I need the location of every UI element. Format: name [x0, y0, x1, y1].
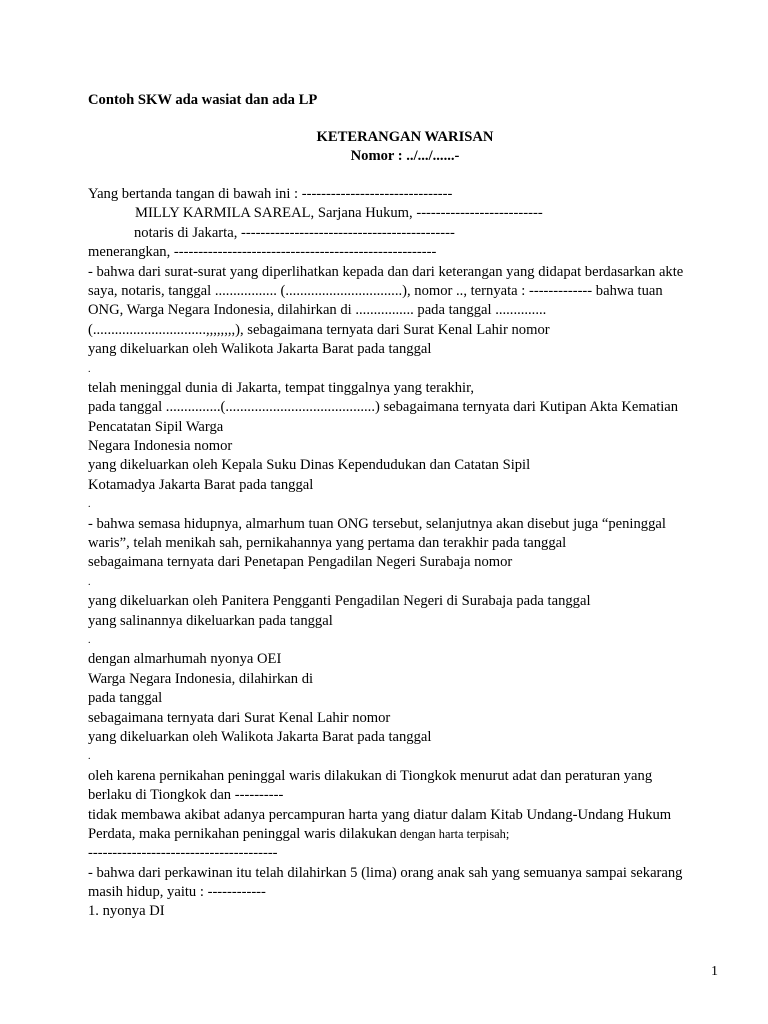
- body-line: waris”, telah menikah sah, pernikahannya yang pertama dan terakhir pada tanggal: [88, 535, 567, 552]
- body-line: [88, 825, 728, 844]
- document-number: Nomor : ../.../......-: [350, 148, 460, 164]
- body-line: pada tanggal ...............(.........................................) sebagaimana ternyata dari Kutipan Akta Kematian: [88, 399, 679, 416]
- body-line: Yang bertanda tangan di bawah ini : -------------------------------: [88, 186, 453, 202]
- body-line: Negara Indonesia nomor: [88, 438, 233, 455]
- body-line: yang dikeluarkan oleh Panitera Pengganti Pengadilan Negeri di Surabaja pada tanggal: [88, 593, 591, 610]
- body-dot-line: .: [88, 499, 91, 511]
- body-dot-line: .: [88, 634, 91, 646]
- body-line: masih hidup, yaitu : ------------: [88, 884, 266, 901]
- body-line: ---------------------------------------: [88, 845, 278, 862]
- document-heading: Contoh SKW ada wasiat dan ada LP: [88, 92, 318, 108]
- body-line: berlaku di Tiongkok dan ----------: [88, 787, 284, 804]
- document-body: [88, 185, 728, 922]
- body-line: telah meninggal dunia di Jakarta, tempat tinggalnya yang terakhir,: [88, 379, 475, 396]
- body-line: sebagaimana ternyata dari Penetapan Pengadilan Negeri Surabaja nomor: [88, 554, 513, 571]
- body-line-suffix: dengan harta terpisah;: [396, 826, 510, 841]
- body-line: (...............................,,,,,,,,), sebagaimana ternyata dari Surat Kenal Lahir nomor: [88, 321, 550, 338]
- body-line: - bahwa semasa hidupnya, almarhum tuan ONG tersebut, selanjutnya akan disebut juga “peninggal: [88, 515, 666, 532]
- page-number: 1: [711, 964, 718, 979]
- body-line: oleh karena pernikahan peninggal waris dilakukan di Tiongkok menurut adat dan peraturan yang: [88, 767, 653, 784]
- body-line: menerangkan, ------------------------------------------------------: [88, 244, 437, 261]
- body-line: saya, notaris, tanggal ................. (................................), nomor .., ternyata : ------------- bahwa tuan: [88, 282, 663, 299]
- body-dot-line: .: [88, 576, 91, 588]
- body-dot-line: .: [88, 751, 91, 763]
- body-line: dengan almarhumah nyonya OEI: [88, 651, 282, 668]
- body-line: - bahwa dari surat-surat yang diperlihatkan kepada dan dari keterangan yang didapat berdasarkan akte: [88, 263, 684, 280]
- body-line: Warga Negara Indonesia, dilahirkan di: [88, 670, 314, 687]
- body-line: notaris di Jakarta, --------------------------------------------: [134, 224, 455, 241]
- body-line: MILLY KARMILA SAREAL, Sarjana Hukum, --------------------------: [135, 205, 543, 222]
- body-line: 1. nyonya DI: [88, 903, 165, 920]
- body-line: Kotamadya Jakarta Barat pada tanggal: [88, 476, 314, 493]
- body-line: sebagaimana ternyata dari Surat Kenal Lahir nomor: [88, 709, 391, 726]
- body-line: yang salinannya dikeluarkan pada tanggal: [88, 612, 333, 629]
- body-line: ONG, Warga Negara Indonesia, dilahirkan di ................ pada tanggal ..............: [88, 302, 547, 319]
- title-block: [0, 128, 768, 166]
- body-line: yang dikeluarkan oleh Walikota Jakarta Barat pada tanggal: [88, 728, 432, 745]
- body-dot-line: .: [88, 363, 91, 375]
- body-line: pada tanggal: [88, 690, 163, 707]
- body-line: yang dikeluarkan oleh Walikota Jakarta Barat pada tanggal: [88, 341, 432, 358]
- document-title: KETERANGAN WARISAN: [316, 129, 494, 145]
- body-line: - bahwa dari perkawinan itu telah dilahirkan 5 (lima) orang anak sah yang semuanya sampai sekarang: [88, 864, 683, 881]
- body-line: Pencatatan Sipil Warga: [88, 418, 224, 435]
- body-line: yang dikeluarkan oleh Kepala Suku Dinas Kependudukan dan Catatan Sipil: [88, 457, 531, 474]
- body-line-text: Perdata, maka pernikahan peninggal waris dilakukan: [88, 825, 397, 842]
- body-line: tidak membawa akibat adanya percampuran harta yang diatur dalam Kitab Undang-Undang Hukum: [88, 806, 672, 823]
